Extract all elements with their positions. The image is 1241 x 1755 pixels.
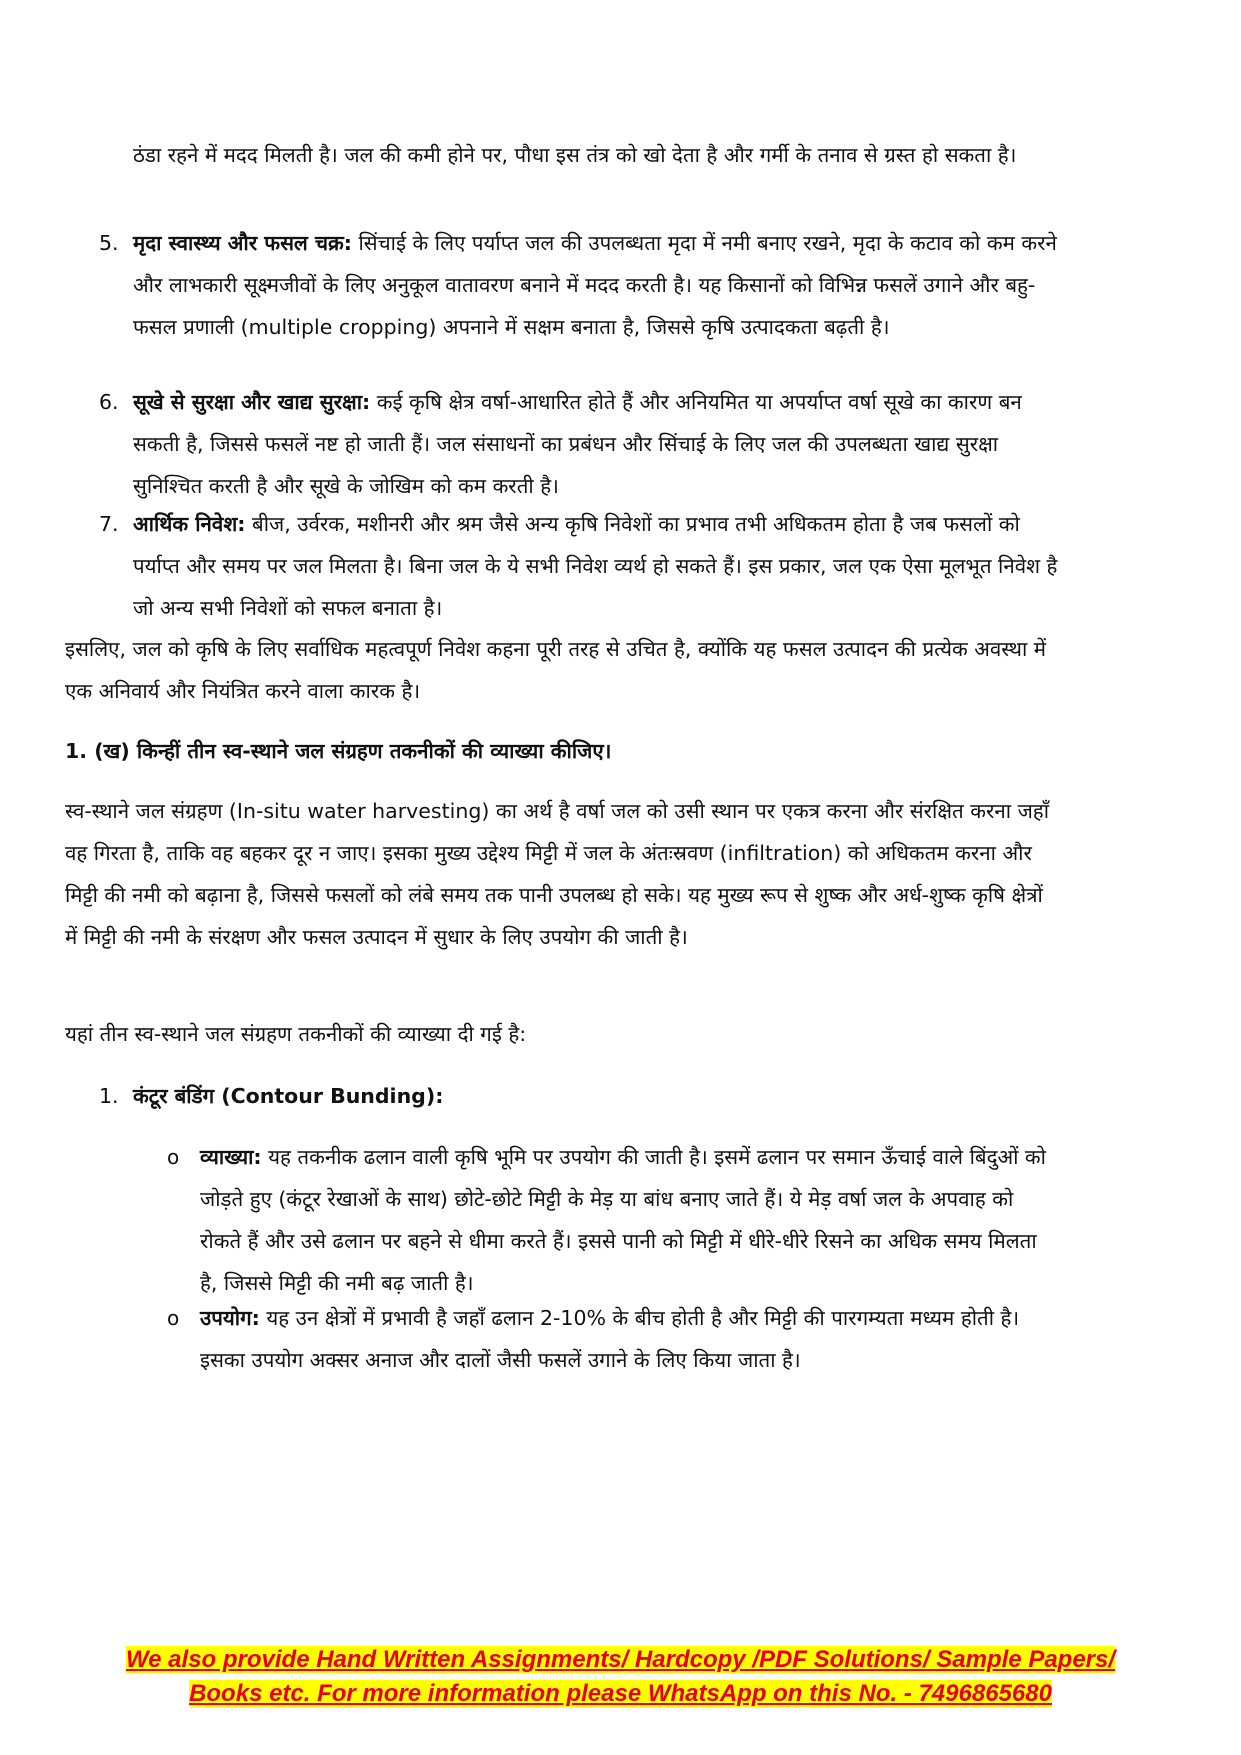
list-item-text: सिंचाई के लिए पर्याप्त जल की उपलब्धता मृदा में नमी बनाए रखने, मृदा के कटाव को कम करने और लाभकारी सूक्ष्मजीवों के लिए अनुकूल वातावरण बनाने में मदद करती है। यह किसानों को विभिन्न फसलें उगाने और बहु-फसल प्रणाली (multiple cropping) अपनाने में सक्षम बनाता है, जिससे कृषि उत्पादकता बढ़ती है। [133, 231, 1057, 339]
technique-explanation [200, 1136, 1055, 1304]
sub-item-text: यह उन क्षेत्रों में प्रभावी है जहाँ ढलान 2-10% के बीच होती है और मिट्टी की पारगम्यता मध्यम होती है। इसका उपयोग अक्सर अनाज और दालों जैसी फसलें उगाने के लिए किया जाता है। [200, 1306, 1020, 1372]
sub-item-label: व्याख्या: [200, 1145, 262, 1169]
list-number: 7. [99, 512, 119, 536]
technique-title: कंटूर बंडिंग (Contour Bunding): [133, 1084, 444, 1108]
list-item-title: सूखे से सुरक्षा और खाद्य सुरक्षा: [133, 390, 371, 414]
intro-paragraph: स्व-स्थाने जल संग्रहण (In-situ water harvesting) का अर्थ है वर्षा जल को उसी स्थान पर एकत्र करना और संरक्षित करना जहाँ वह गिरता है, ताकि वह बहकर दूर न जाए। इसका मुख्य उद्देश्य मिट्टी में जल के अंतःस्रवण (infiltration) को अधिकतम करना और मिट्टी की नमी को बढ़ाना है, जिससे फसलों को लंबे समय तक पानी उपलब्ध हो सके। यह मुख्य रूप से शुष्क और अर्ध-शुष्क कृषि क्षेत्रों में मिट्टी की नमी के संरक्षण और फसल उत्पादन में सुधार के लिए उपयोग की जाती है। [65, 799, 1050, 949]
bullet-icon: o [167, 1145, 180, 1169]
list-number: 6. [99, 390, 119, 414]
list-item-title: आर्थिक निवेश: [133, 512, 246, 536]
sub-item-label: उपयोग: [200, 1306, 260, 1330]
technique-usage [200, 1297, 1055, 1381]
promo-line-2: Books etc. For more information please WhatsApp on this No. - 7496865680 [189, 1680, 1052, 1707]
promo-footer [60, 1643, 1181, 1711]
list-item-soil-health [133, 222, 1058, 348]
list-item-drought-protection [133, 381, 1058, 507]
list-item-title: मृदा स्वास्थ्य और फसल चक्र: [133, 231, 352, 255]
sub-item-text: यह तकनीक ढलान वाली कृषि भूमि पर उपयोग की जाती है। इसमें ढलान पर समान ऊँचाई वाले बिंदुओं को जोड़ते हुए (कंटूर रेखाओं के साथ) छोटे-छोटे मिट्टी के मेड़ या बांध बनाए जाते हैं। ये मेड़ वर्षा जल के अपवाह को रोकते हैं और उसे ढलान पर बहने से धीमा करते हैं। इससे पानी को मिट्टी में धीरे-धीरे रिसने का अधिक समय मिलता है, जिससे मिट्टी की नमी बढ़ जाती है। [200, 1145, 1046, 1295]
list-number: 1. [99, 1084, 119, 1108]
list-item-economic-input [133, 503, 1058, 629]
bullet-icon: o [167, 1306, 180, 1330]
conclusion-paragraph: इसलिए, जल को कृषि के लिए सर्वाधिक महत्वपूर्ण निवेश कहना पूरी तरह से उचित है, क्योंकि यह फसल उत्पादन की प्रत्येक अवस्था में एक अनिवार्य और नियंत्रित करने वाला कारक है। [65, 637, 1047, 703]
continued-paragraph: ठंडा रहने में मदद मिलती है। जल की कमी होने पर, पौधा इस तंत्र को खो देता है और गर्मी के तनाव से ग्रस्त हो सकता है। [133, 143, 1017, 167]
list-item-text: बीज, उर्वरक, मशीनरी और श्रम जैसे अन्य कृषि निवेशों का प्रभाव तभी अधिकतम होता है जब फसलों को पर्याप्त और समय पर जल मिलता है। बिना जल के ये सभी निवेश व्यर्थ हो सकते हैं। इस प्रकार, जल एक ऐसा मूलभूत निवेश है जो अन्य सभी निवेशों को सफल बनाता है। [133, 512, 1058, 620]
promo-line-1: We also provide Hand Written Assignments/ Hardcopy /PDF Solutions/ Sample Papers/ [125, 1646, 1116, 1673]
list-item-text: कई कृषि क्षेत्र वर्षा-आधारित होते हैं और अनियमित या अपर्याप्त वर्षा सूखे का कारण बन सकती है, जिससे फसलें नष्ट हो जाती हैं। जल संसाधनों का प्रबंधन और सिंचाई के लिए जल की उपलब्धता खाद्य सुरक्षा सुनिश्चित करती है और सूखे के जोखिम को कम करती है। [133, 390, 1022, 498]
lead-sentence: यहां तीन स्व-स्थाने जल संग्रहण तकनीकों की व्याख्या दी गई है: [65, 1022, 527, 1046]
list-number: 5. [99, 231, 119, 255]
question-heading: 1. (ख) किन्हीं तीन स्व-स्थाने जल संग्रहण तकनीकों की व्याख्या कीजिए। [65, 739, 612, 763]
